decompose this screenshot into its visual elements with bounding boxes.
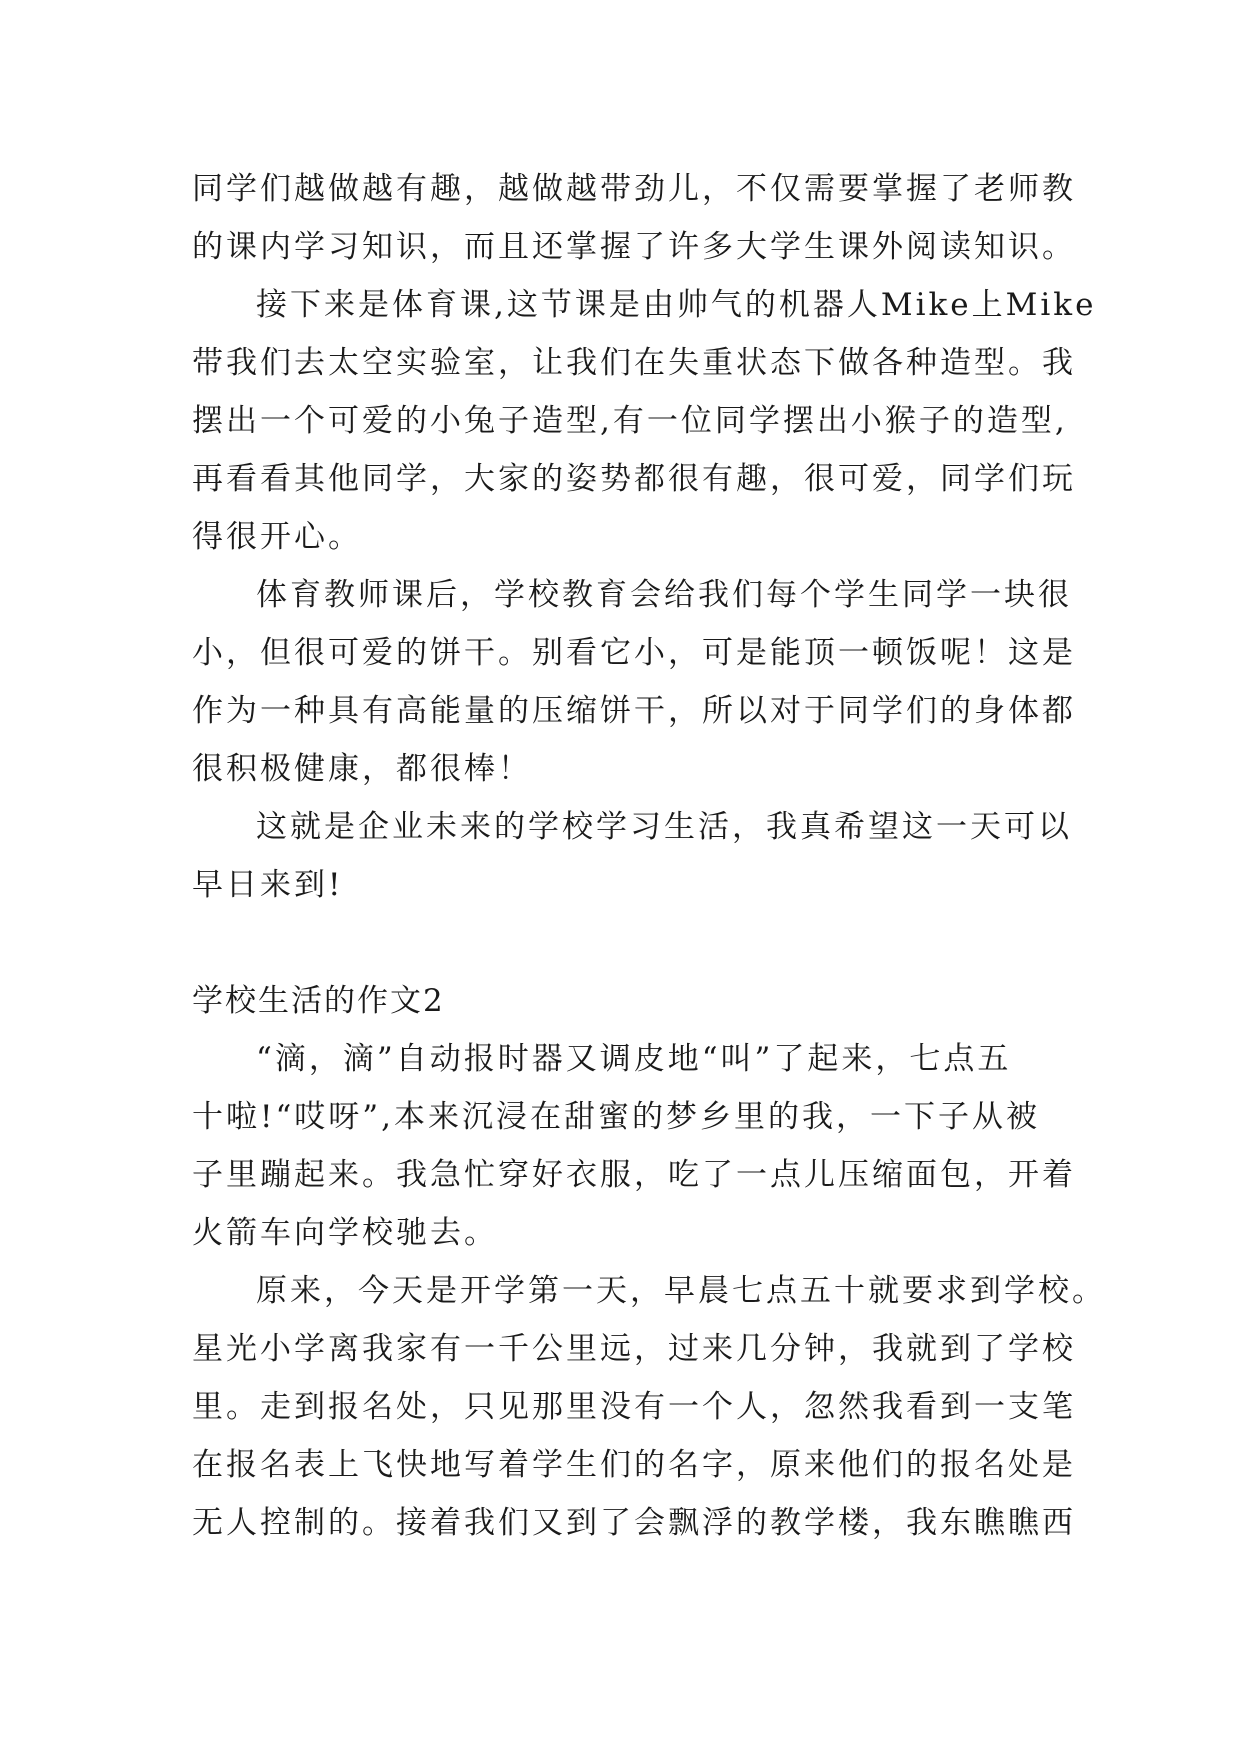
text-line: 得很开心。	[192, 519, 362, 555]
text-line: 无人控制的。接着我们又到了会飘浮的教学楼，我东瞧瞧西	[192, 1505, 1076, 1541]
text-line: 摆出一个可爱的小兔子造型,有一位同学摆出小猴子的造型,	[192, 403, 1068, 439]
text-line: 在报名表上飞快地写着学生们的名字，原来他们的报名处是	[192, 1447, 1076, 1483]
text-line: 的课内学习知识，而且还掌握了许多大学生课外阅读知识。	[192, 229, 1076, 265]
text-line: 子里蹦起来。我急忙穿好衣服，吃了一点儿压缩面包，开着	[192, 1157, 1076, 1193]
text-line: “滴，滴”自动报时器又调皮地“叫”了起来，七点五	[256, 1041, 1012, 1077]
text-line: 小，但很可爱的饼干。别看它小，可是能顶一顿饭呢！这是	[192, 635, 1076, 671]
text-line: 带我们去太空实验室，让我们在失重状态下做各种造型。我	[192, 345, 1076, 381]
text-line: 星光小学离我家有一千公里远，过来几分钟，我就到了学校	[192, 1331, 1076, 1367]
text-line: 接下来是体育课,这节课是由帅气的机器人Mike上Mike	[256, 287, 1097, 323]
section-heading: 学校生活的作文2	[192, 983, 445, 1019]
text-line: 很积极健康，都很棒！	[192, 751, 532, 787]
paragraph-gap	[192, 914, 1062, 972]
text-line: 体育教师课后，学校教育会给我们每个学生同学一块很	[256, 577, 1072, 613]
text-line: 十啦!“哎呀”,本来沉浸在甜蜜的梦乡里的我，一下子从被	[192, 1099, 1041, 1135]
text-line: 这就是企业未来的学校学习生活，我真希望这一天可以	[256, 809, 1072, 845]
text-line: 同学们越做越有趣，越做越带劲儿，不仅需要掌握了老师教	[192, 171, 1076, 207]
text-line: 再看看其他同学，大家的姿势都很有趣，很可爱，同学们玩	[192, 461, 1076, 497]
text-line: 里。走到报名处，只见那里没有一个人，忽然我看到一支笔	[192, 1389, 1076, 1425]
text-line: 原来，今天是开学第一天，早晨七点五十就要求到学校。	[256, 1273, 1106, 1309]
document-body	[192, 160, 1106, 1552]
text-line: 作为一种具有高能量的压缩饼干，所以对于同学们的身体都	[192, 693, 1076, 729]
text-line: 火箭车向学校驰去。	[192, 1215, 498, 1251]
text-line: 早日来到!	[192, 867, 344, 903]
